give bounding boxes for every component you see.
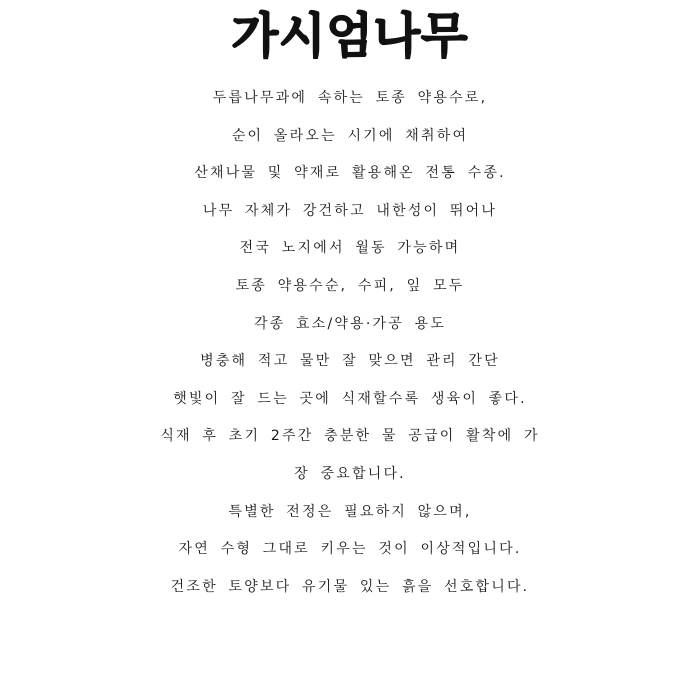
page-title: 가시엄나무 [231,8,469,64]
text-line: 병충해 적고 물만 잘 맞으면 관리 간단 [200,353,500,370]
description-text [0,80,700,606]
text-line: 각종 효소/약용·가공 용도 [253,315,447,332]
text-line: 산채나물 및 약재로 활용해온 전통 수종. [194,165,506,182]
text-line: 전국 노지에서 월동 가능하며 [239,240,461,257]
text-line: 토종 약용수순, 수피, 잎 모두 [235,277,465,294]
text-line: 햇빛이 잘 드는 곳에 식재할수록 생육이 좋다. [173,390,527,407]
text-line: 두릅나무과에 속하는 토종 약용수로, [212,90,488,106]
text-line: 나무 자체가 강건하고 내한성이 뛰어나 [202,202,498,219]
text-line: 순이 올라오는 시기에 채취하여 [231,127,469,144]
text-line: 건조한 토양보다 유기물 있는 흙을 선호합니다. [170,578,530,595]
text-line: 자연 수형 그대로 키우는 것이 이상적입니다. [178,541,522,558]
text-line: 장 중요합니다. [294,465,406,482]
text-line: 특별한 전정은 필요하지 않으며, [228,503,472,520]
text-line: 식재 후 초기 2주간 충분한 물 공급이 활착에 가 [160,428,540,445]
